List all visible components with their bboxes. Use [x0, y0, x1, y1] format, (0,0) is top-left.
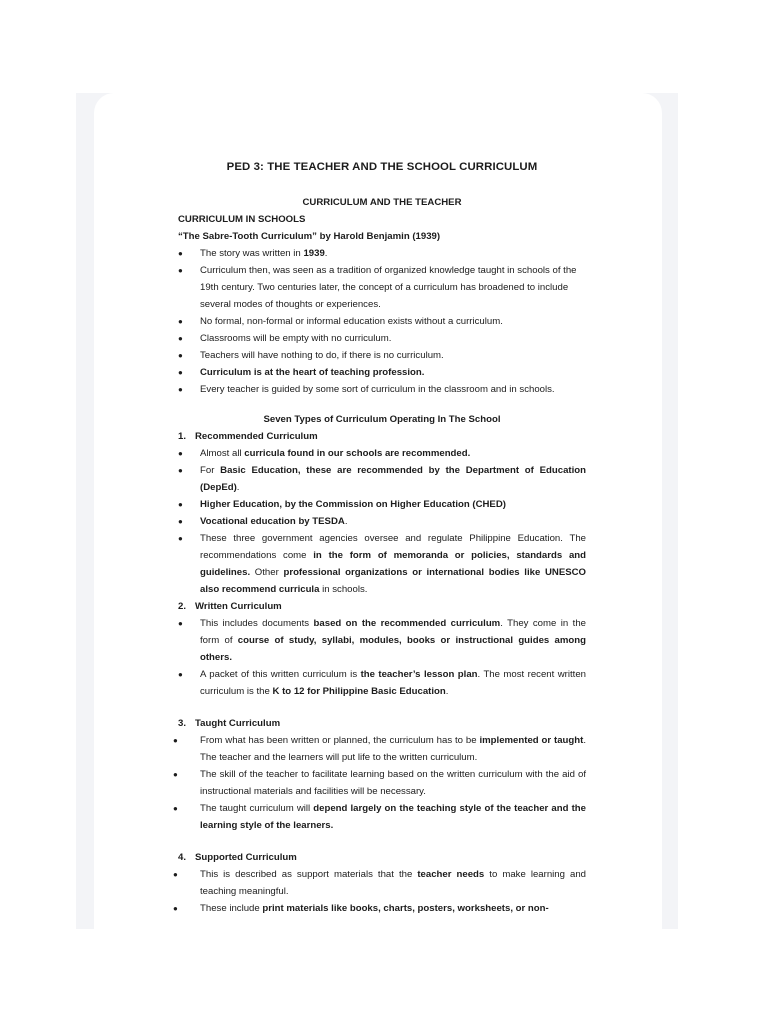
list-item: ● Curriculum then, was seen as a tradition of organized knowledge taught in schools of the 19th century. Two centuries later, the concept of a curriculum has broadened to include several modes of thoughts or experiences. — [178, 262, 586, 313]
type-name: Written Curriculum — [195, 601, 282, 612]
list-item: ● These include print materials like books, charts, posters, worksheets, or non- — [178, 900, 586, 917]
curriculum-type-heading — [178, 428, 586, 445]
type-number: 3. — [178, 718, 187, 729]
list-item: ● Curriculum is at the heart of teaching profession. — [178, 364, 586, 381]
book-author: by Harold Benjamin (1939) — [316, 231, 441, 242]
list-item: ● The taught curriculum will depend largely on the teaching style of the teacher and the learning style of the learners. — [178, 800, 586, 834]
curriculum-types — [178, 428, 586, 917]
type-bullet-list — [178, 615, 586, 700]
type-bullet-list — [178, 732, 586, 834]
intro-bullet-list — [178, 245, 586, 398]
list-item: ● Almost all curricula found in our schools are recommended. — [178, 445, 586, 462]
list-item: ● Higher Education, by the Commission on Higher Education (CHED) — [178, 496, 586, 513]
list-item: ● From what has been written or planned, the curriculum has to be implemented or taught. The teacher and the learners will put life to the written curriculum. — [178, 732, 586, 766]
book-reference — [178, 228, 586, 245]
type-bullet-list — [178, 866, 586, 917]
curriculum-type-heading — [178, 598, 586, 615]
page-content — [178, 159, 586, 917]
list-item: ● For Basic Education, these are recommended by the Department of Education (DepEd). — [178, 462, 586, 496]
list-item: ● This includes documents based on the recommended curriculum. They come in the form of course of study, syllabi, modules, books or instructional guides among others. — [178, 615, 586, 666]
list-item: ● Every teacher is guided by some sort of curriculum in the classroom and in schools. — [178, 381, 586, 398]
list-item: ● No formal, non-formal or informal education exists without a curriculum. — [178, 313, 586, 330]
list-item: ● Vocational education by TESDA. — [178, 513, 586, 530]
document-page — [94, 93, 662, 929]
curriculum-type-heading — [178, 715, 586, 732]
types-heading: Seven Types of Curriculum Operating In The School — [263, 414, 501, 425]
type-bullet-list — [178, 445, 586, 598]
type-number: 2. — [178, 601, 187, 612]
list-item: ● These three government agencies oversee and regulate Philippine Education. The recommendations come in the form of memoranda or policies, standards and guidelines. Other professional organizations or international bodies like UNESCO also recommend curricula in schools. — [178, 530, 586, 598]
subsection-heading: CURRICULUM IN SCHOOLS — [178, 214, 306, 225]
type-number: 4. — [178, 852, 187, 863]
list-item: ● Classrooms will be empty with no curriculum. — [178, 330, 586, 347]
type-name: Recommended Curriculum — [195, 431, 318, 442]
section-heading: CURRICULUM AND THE TEACHER — [302, 197, 462, 208]
document-title: PED 3: THE TEACHER AND THE SCHOOL CURRICULUM — [226, 161, 538, 173]
type-name: Supported Curriculum — [195, 852, 297, 863]
list-item: ● Teachers will have nothing to do, if there is no curriculum. — [178, 347, 586, 364]
list-item: ● The skill of the teacher to facilitate learning based on the written curriculum with the aid of instructional materials and facilities will be necessary. — [178, 766, 586, 800]
curriculum-type-heading — [178, 849, 586, 866]
list-item: ● A packet of this written curriculum is the teacher’s lesson plan. The most recent written curriculum is the K to 12 for Philippine Basic Education. — [178, 666, 586, 700]
type-number: 1. — [178, 431, 187, 442]
list-item: ● This is described as support materials that the teacher needs to make learning and teaching meaningful. — [178, 866, 586, 900]
list-item: ● The story was written in 1939. — [178, 245, 586, 262]
book-title: “The Sabre-Tooth Curriculum” — [178, 231, 317, 242]
type-name: Taught Curriculum — [195, 718, 281, 729]
